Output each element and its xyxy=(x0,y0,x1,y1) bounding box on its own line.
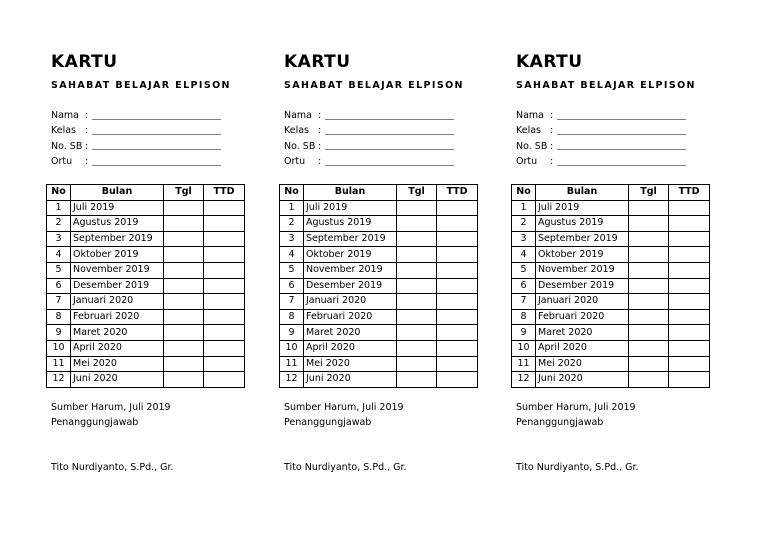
signature-cell[interactable] xyxy=(204,325,245,341)
signature-cell[interactable] xyxy=(669,216,710,232)
table-row xyxy=(47,216,245,232)
row-month: September 2019 xyxy=(71,231,164,247)
row-number: 1 xyxy=(512,200,536,216)
signatory-role: Penanggungjawab xyxy=(51,417,139,428)
field-label: Nama xyxy=(51,110,80,122)
row-number: 8 xyxy=(47,309,71,325)
row-month: Juli 2019 xyxy=(304,200,397,216)
table-row xyxy=(280,356,478,372)
header-signature: TTD xyxy=(437,185,478,201)
date-cell[interactable] xyxy=(164,200,204,216)
row-number: 12 xyxy=(280,372,304,388)
date-cell[interactable] xyxy=(397,247,437,263)
signature-cell[interactable] xyxy=(437,325,478,341)
field-label: Kelas xyxy=(516,125,542,137)
date-cell[interactable] xyxy=(629,309,669,325)
field-blank-line xyxy=(325,149,454,150)
date-cell[interactable] xyxy=(397,200,437,216)
field-member-number xyxy=(284,139,454,154)
membership-card xyxy=(511,0,743,543)
table-row xyxy=(512,372,710,388)
row-number: 11 xyxy=(47,356,71,372)
date-cell[interactable] xyxy=(629,247,669,263)
date-cell[interactable] xyxy=(397,325,437,341)
attendance-table xyxy=(46,184,245,388)
table-row xyxy=(280,247,478,263)
field-blank-line xyxy=(557,165,686,166)
row-number: 8 xyxy=(280,309,304,325)
card-subtitle: SAHABAT BELAJAR ELPISON xyxy=(51,80,231,91)
row-month: November 2019 xyxy=(536,262,629,278)
signature-cell[interactable] xyxy=(669,325,710,341)
row-number: 11 xyxy=(280,356,304,372)
row-month: Juli 2019 xyxy=(536,200,629,216)
table-row xyxy=(280,278,478,294)
attendance-table xyxy=(279,184,478,388)
signature-cell[interactable] xyxy=(204,262,245,278)
field-label: Ortu xyxy=(51,156,73,168)
field-parent xyxy=(51,154,221,169)
row-month: Januari 2020 xyxy=(304,294,397,310)
field-parent xyxy=(516,154,686,169)
signatory-role: Penanggungjawab xyxy=(284,417,372,428)
signature-cell[interactable] xyxy=(204,340,245,356)
date-cell[interactable] xyxy=(164,340,204,356)
row-number: 8 xyxy=(512,309,536,325)
header-signature: TTD xyxy=(669,185,710,201)
signature-cell[interactable] xyxy=(669,262,710,278)
table-row xyxy=(512,216,710,232)
date-cell[interactable] xyxy=(629,372,669,388)
date-cell[interactable] xyxy=(164,247,204,263)
signatory-name: Tito Nurdiyanto, S.Pd., Gr. xyxy=(284,462,407,473)
field-blank-line xyxy=(557,119,686,120)
header-date: Tgl xyxy=(397,185,437,201)
signature-cell[interactable] xyxy=(669,356,710,372)
table-row xyxy=(512,356,710,372)
field-member-number xyxy=(516,139,686,154)
header-signature: TTD xyxy=(204,185,245,201)
table-row xyxy=(47,325,245,341)
signature-cell[interactable] xyxy=(204,372,245,388)
field-colon: : xyxy=(318,110,322,122)
signature-cell[interactable] xyxy=(669,247,710,263)
date-cell[interactable] xyxy=(629,325,669,341)
signature-cell[interactable] xyxy=(437,216,478,232)
date-cell[interactable] xyxy=(629,216,669,232)
row-month: Agustus 2019 xyxy=(304,216,397,232)
date-cell[interactable] xyxy=(629,294,669,310)
row-number: 10 xyxy=(280,340,304,356)
field-parent xyxy=(284,154,454,169)
signature-cell[interactable] xyxy=(204,247,245,263)
date-cell[interactable] xyxy=(397,340,437,356)
row-month: Januari 2020 xyxy=(536,294,629,310)
date-cell[interactable] xyxy=(629,262,669,278)
row-number: 3 xyxy=(512,231,536,247)
date-cell[interactable] xyxy=(397,262,437,278)
table-row xyxy=(47,340,245,356)
date-cell[interactable] xyxy=(629,340,669,356)
table-row xyxy=(47,200,245,216)
field-colon: : xyxy=(318,156,322,168)
field-label: Kelas xyxy=(51,125,77,137)
date-cell[interactable] xyxy=(629,356,669,372)
identity-fields xyxy=(51,108,221,169)
table-row xyxy=(47,231,245,247)
row-month: Juni 2020 xyxy=(536,372,629,388)
row-number: 6 xyxy=(512,278,536,294)
field-class xyxy=(516,123,686,138)
header-month: Bulan xyxy=(536,185,629,201)
signature-cell[interactable] xyxy=(437,372,478,388)
row-month: Februari 2020 xyxy=(536,309,629,325)
table-row xyxy=(47,372,245,388)
table-header-row xyxy=(512,185,710,201)
field-label: No. SB xyxy=(51,140,83,152)
date-cell[interactable] xyxy=(629,231,669,247)
field-class xyxy=(51,123,221,138)
header-month: Bulan xyxy=(71,185,164,201)
membership-card xyxy=(46,0,278,543)
signature-cell[interactable] xyxy=(204,200,245,216)
table-row xyxy=(512,200,710,216)
header-date: Tgl xyxy=(164,185,204,201)
date-cell[interactable] xyxy=(397,372,437,388)
signature-cell[interactable] xyxy=(204,294,245,310)
date-cell[interactable] xyxy=(164,309,204,325)
attendance-table xyxy=(511,184,710,388)
table-row xyxy=(512,247,710,263)
signature-cell[interactable] xyxy=(204,356,245,372)
row-month: Maret 2020 xyxy=(536,325,629,341)
row-number: 4 xyxy=(47,247,71,263)
row-month: Juni 2020 xyxy=(304,372,397,388)
date-cell[interactable] xyxy=(164,216,204,232)
row-number: 3 xyxy=(47,231,71,247)
field-label: No. SB xyxy=(516,140,548,152)
row-number: 5 xyxy=(280,262,304,278)
row-number: 5 xyxy=(512,262,536,278)
date-cell[interactable] xyxy=(164,356,204,372)
table-row xyxy=(280,372,478,388)
row-month: Desember 2019 xyxy=(536,278,629,294)
date-cell[interactable] xyxy=(397,278,437,294)
header-no: No xyxy=(512,185,536,201)
signature-cell[interactable] xyxy=(669,372,710,388)
signature-cell[interactable] xyxy=(437,200,478,216)
field-colon: : xyxy=(550,140,554,152)
date-cell[interactable] xyxy=(397,356,437,372)
row-number: 7 xyxy=(512,294,536,310)
row-month: Juli 2019 xyxy=(71,200,164,216)
field-label: Ortu xyxy=(516,156,538,168)
row-month: Mei 2020 xyxy=(71,356,164,372)
row-month: Agustus 2019 xyxy=(71,216,164,232)
card-title: KARTU xyxy=(516,52,583,72)
signature-cell[interactable] xyxy=(437,356,478,372)
row-month: Oktober 2019 xyxy=(71,247,164,263)
row-month: Februari 2020 xyxy=(71,309,164,325)
table-row xyxy=(47,262,245,278)
date-cell[interactable] xyxy=(164,231,204,247)
place-date: Sumber Harum, Juli 2019 xyxy=(284,402,404,413)
row-number: 6 xyxy=(47,278,71,294)
field-name xyxy=(516,108,686,123)
place-date: Sumber Harum, Juli 2019 xyxy=(516,402,636,413)
row-number: 2 xyxy=(47,216,71,232)
date-cell[interactable] xyxy=(164,325,204,341)
field-colon: : xyxy=(85,125,89,137)
row-month: Oktober 2019 xyxy=(304,247,397,263)
table-row xyxy=(280,294,478,310)
field-blank-line xyxy=(92,149,221,150)
table-header-row xyxy=(280,185,478,201)
signature-cell[interactable] xyxy=(437,247,478,263)
signatory-name: Tito Nurdiyanto, S.Pd., Gr. xyxy=(516,462,639,473)
identity-fields xyxy=(284,108,454,169)
table-row xyxy=(47,247,245,263)
field-blank-line xyxy=(92,119,221,120)
row-month: April 2020 xyxy=(71,340,164,356)
field-colon: : xyxy=(318,140,322,152)
card-subtitle: SAHABAT BELAJAR ELPISON xyxy=(516,80,696,91)
field-blank-line xyxy=(325,119,454,120)
membership-card xyxy=(279,0,511,543)
field-label: Kelas xyxy=(284,125,310,137)
table-row xyxy=(47,356,245,372)
table-row xyxy=(512,231,710,247)
signature-cell[interactable] xyxy=(669,200,710,216)
table-row xyxy=(512,278,710,294)
card-title: KARTU xyxy=(51,52,118,72)
field-member-number xyxy=(51,139,221,154)
field-label: Ortu xyxy=(284,156,306,168)
field-name xyxy=(284,108,454,123)
row-month: Oktober 2019 xyxy=(536,247,629,263)
date-cell[interactable] xyxy=(629,278,669,294)
signature-cell[interactable] xyxy=(204,278,245,294)
field-colon: : xyxy=(85,110,89,122)
table-row xyxy=(280,309,478,325)
field-blank-line xyxy=(325,165,454,166)
signature-cell[interactable] xyxy=(669,309,710,325)
field-colon: : xyxy=(85,156,89,168)
row-month: Mei 2020 xyxy=(304,356,397,372)
row-month: November 2019 xyxy=(304,262,397,278)
row-number: 11 xyxy=(512,356,536,372)
date-cell[interactable] xyxy=(397,216,437,232)
table-row xyxy=(280,200,478,216)
table-row xyxy=(512,325,710,341)
row-number: 1 xyxy=(47,200,71,216)
signature-cell[interactable] xyxy=(437,309,478,325)
signature-cell[interactable] xyxy=(204,231,245,247)
field-colon: : xyxy=(85,140,89,152)
field-blank-line xyxy=(557,149,686,150)
signature-cell[interactable] xyxy=(437,278,478,294)
header-no: No xyxy=(47,185,71,201)
date-cell[interactable] xyxy=(397,231,437,247)
row-number: 9 xyxy=(512,325,536,341)
table-row xyxy=(512,294,710,310)
field-label: Nama xyxy=(516,110,545,122)
field-class xyxy=(284,123,454,138)
date-cell[interactable] xyxy=(397,309,437,325)
row-month: April 2020 xyxy=(304,340,397,356)
row-number: 10 xyxy=(512,340,536,356)
row-number: 6 xyxy=(280,278,304,294)
row-month: Desember 2019 xyxy=(71,278,164,294)
row-number: 7 xyxy=(280,294,304,310)
row-number: 5 xyxy=(47,262,71,278)
table-row xyxy=(280,231,478,247)
row-number: 3 xyxy=(280,231,304,247)
signatory-role: Penanggungjawab xyxy=(516,417,604,428)
field-label: Nama xyxy=(284,110,313,122)
row-number: 12 xyxy=(47,372,71,388)
table-row xyxy=(512,340,710,356)
row-month: Juni 2020 xyxy=(71,372,164,388)
signatory-name: Tito Nurdiyanto, S.Pd., Gr. xyxy=(51,462,174,473)
place-date: Sumber Harum, Juli 2019 xyxy=(51,402,171,413)
signature-cell[interactable] xyxy=(669,340,710,356)
table-row xyxy=(280,262,478,278)
signature-cell[interactable] xyxy=(669,294,710,310)
row-number: 2 xyxy=(512,216,536,232)
signature-cell[interactable] xyxy=(437,294,478,310)
field-name xyxy=(51,108,221,123)
signature-cell[interactable] xyxy=(669,278,710,294)
field-colon: : xyxy=(550,156,554,168)
table-row xyxy=(280,340,478,356)
field-blank-line xyxy=(557,134,686,135)
row-month: Desember 2019 xyxy=(304,278,397,294)
date-cell[interactable] xyxy=(164,278,204,294)
row-number: 9 xyxy=(280,325,304,341)
header-date: Tgl xyxy=(629,185,669,201)
field-blank-line xyxy=(92,165,221,166)
date-cell[interactable] xyxy=(397,294,437,310)
field-colon: : xyxy=(550,110,554,122)
row-number: 12 xyxy=(512,372,536,388)
signature-cell[interactable] xyxy=(437,262,478,278)
card-title: KARTU xyxy=(284,52,351,72)
field-blank-line xyxy=(92,134,221,135)
row-number: 4 xyxy=(280,247,304,263)
card-subtitle: SAHABAT BELAJAR ELPISON xyxy=(284,80,464,91)
row-month: Mei 2020 xyxy=(536,356,629,372)
row-month: November 2019 xyxy=(71,262,164,278)
table-row xyxy=(47,309,245,325)
signature-cell[interactable] xyxy=(669,231,710,247)
row-number: 9 xyxy=(47,325,71,341)
table-row xyxy=(280,325,478,341)
table-row xyxy=(512,262,710,278)
row-month: September 2019 xyxy=(536,231,629,247)
row-month: Maret 2020 xyxy=(71,325,164,341)
row-month: Agustus 2019 xyxy=(536,216,629,232)
field-colon: : xyxy=(318,125,322,137)
field-blank-line xyxy=(325,134,454,135)
date-cell[interactable] xyxy=(629,200,669,216)
table-row xyxy=(47,278,245,294)
row-number: 1 xyxy=(280,200,304,216)
row-number: 4 xyxy=(512,247,536,263)
row-month: September 2019 xyxy=(304,231,397,247)
date-cell[interactable] xyxy=(164,262,204,278)
header-no: No xyxy=(280,185,304,201)
field-colon: : xyxy=(550,125,554,137)
table-row xyxy=(280,216,478,232)
row-month: Maret 2020 xyxy=(304,325,397,341)
signature-cell[interactable] xyxy=(437,340,478,356)
row-month: Januari 2020 xyxy=(71,294,164,310)
header-month: Bulan xyxy=(304,185,397,201)
row-month: Februari 2020 xyxy=(304,309,397,325)
table-row xyxy=(512,309,710,325)
table-header-row xyxy=(47,185,245,201)
row-number: 10 xyxy=(47,340,71,356)
identity-fields xyxy=(516,108,686,169)
field-label: No. SB xyxy=(284,140,316,152)
signature-cell[interactable] xyxy=(204,309,245,325)
table-row xyxy=(47,294,245,310)
signature-cell[interactable] xyxy=(437,231,478,247)
row-month: April 2020 xyxy=(536,340,629,356)
signature-cell[interactable] xyxy=(204,216,245,232)
date-cell[interactable] xyxy=(164,294,204,310)
date-cell[interactable] xyxy=(164,372,204,388)
row-number: 7 xyxy=(47,294,71,310)
row-number: 2 xyxy=(280,216,304,232)
